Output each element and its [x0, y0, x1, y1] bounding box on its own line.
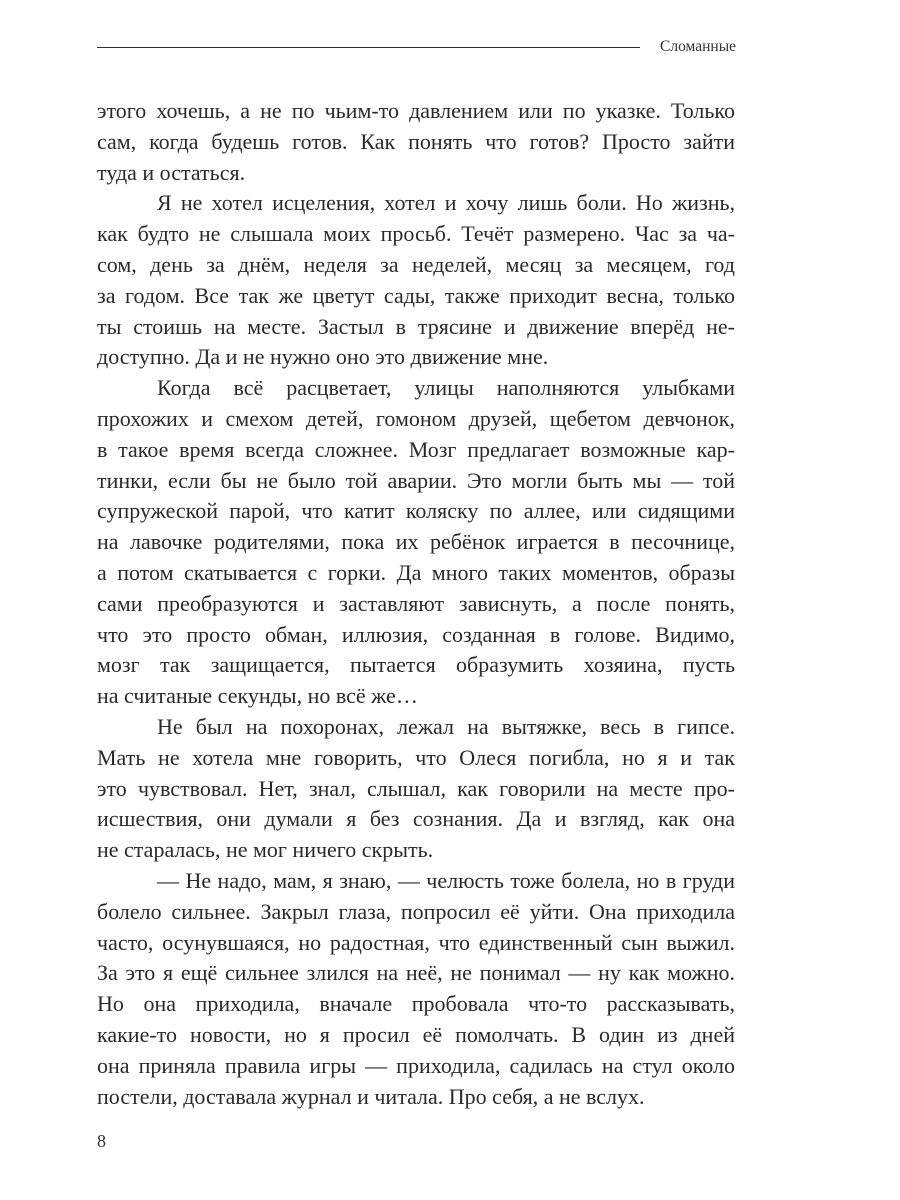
text-line: туда и остаться.: [97, 159, 246, 185]
text-line: За это я ещё сильнее злился на неё, не понимал — ну как можно.: [97, 960, 735, 986]
text-line: за годом. Все так же цветут сады, также приходит весна, только: [97, 282, 735, 308]
text-line: исшествия, они думали я без сознания. Да и взгляд, как она: [97, 806, 735, 832]
text-line: Когда всё расцветает, улицы наполняются улыбками: [157, 375, 735, 401]
paragraph: [97, 712, 735, 866]
text-line: что это просто обман, иллюзия, созданная в голове. Видимо,: [97, 621, 735, 647]
text-line: болело сильнее. Закрыл глаза, попросил её уйти. Она приходила: [97, 898, 735, 924]
text-line: этого хочешь, а не по чьим-то давлением или по указке. Только: [97, 98, 735, 123]
text-line: прохожих и смехом детей, гомоном друзей, щебетом девчонок,: [97, 405, 735, 431]
text-line: Я не хотел исцеления, хотел и хочу лишь боли. Но жизнь,: [157, 190, 735, 216]
text-line: это чувствовал. Нет, знал, слышал, как говорили на месте про-: [97, 775, 735, 801]
header-rule: [97, 47, 640, 48]
text-line: сами преобразуются и заставляют зависнуть, а после понять,: [97, 590, 735, 616]
text-line: на лавочке родителями, пока их ребёнок играется в песочнице,: [97, 529, 735, 555]
text-line: сам, когда будешь готов. Как понять что готов? Просто зайти: [97, 128, 735, 154]
text-line: не старалась, не мог ничего скрыть.: [97, 837, 434, 863]
text-line: Мать не хотела мне говорить, что Олеся погибла, но я и так: [97, 744, 735, 770]
text-line: какие-то новости, но я просил её помолчать. В один из дней: [97, 1021, 735, 1047]
text-line: ты стоишь на месте. Застыл в трясине и движение вперёд не-: [97, 313, 735, 339]
text-line: постели, доставала журнал и читала. Про себя, а не вслух.: [97, 1083, 645, 1109]
body-text: [97, 96, 735, 1112]
page-number: 8: [97, 1131, 106, 1151]
paragraph: [97, 188, 735, 373]
text-line: сом, день за днём, неделя за неделей, месяц за месяцем, год: [97, 251, 735, 277]
text-line: на считаные секунды, но всё же…: [97, 683, 418, 709]
text-line: Не был на похоронах, лежал на вытяжке, весь в гипсе.: [157, 713, 735, 739]
text-line: она приняла правила игры — приходила, садилась на стул около: [97, 1052, 735, 1078]
text-line: а потом скатывается с горки. Да много таких моментов, образы: [97, 559, 735, 585]
text-line: как будто не слышала моих просьб. Течёт размерено. Час за ча-: [97, 221, 735, 247]
text-line: — Не надо, мам, я знаю, — челюсть тоже болела, но в груди: [157, 867, 735, 893]
paragraph: [97, 866, 735, 1112]
text-line: доступно. Да и не нужно оно это движение мне.: [97, 344, 549, 370]
text-line: тинки, если бы не было той аварии. Это могли быть мы — той: [97, 467, 735, 493]
text-line: мозг так защищается, пытается образумить хозяина, пусть: [97, 652, 735, 678]
paragraph: [97, 373, 735, 712]
text-line: часто, осунувшаяся, но радостная, что единственный сын выжил.: [97, 929, 735, 955]
running-title: Сломанные: [660, 38, 736, 55]
text-line: Но она приходила, вначале пробовала что-то рассказывать,: [97, 991, 735, 1017]
text-line: супружеской парой, что катит коляску по аллее, или сидящими: [97, 498, 735, 524]
paragraph: [97, 96, 735, 188]
text-line: в такое время всегда сложнее. Мозг предлагает возможные кар-: [97, 436, 735, 462]
